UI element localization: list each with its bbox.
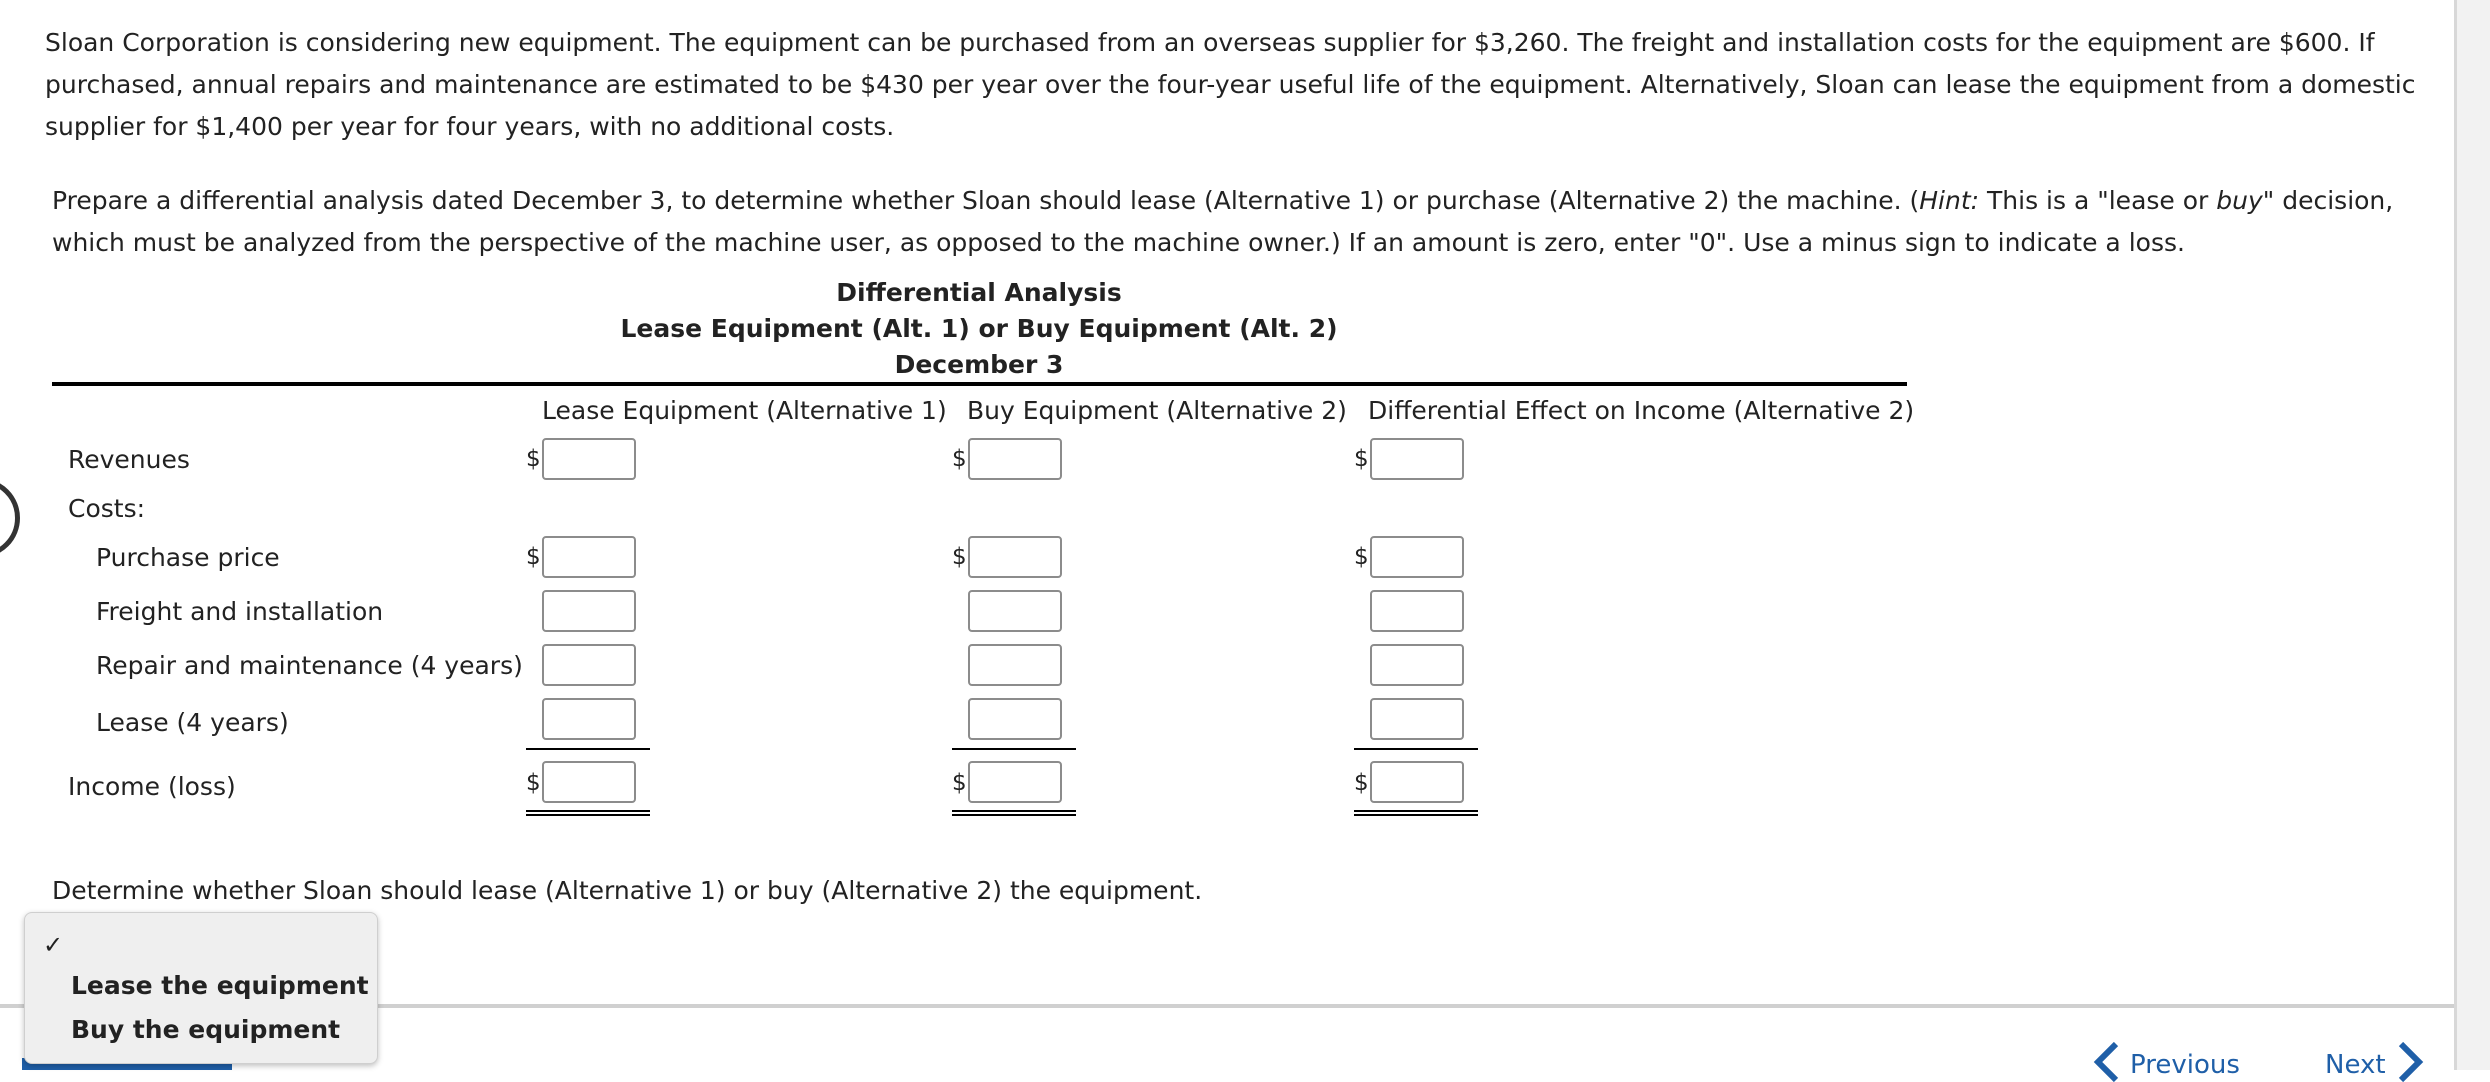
option-buy-equipment[interactable]: Buy the equipment: [71, 1015, 341, 1044]
income-lease-input[interactable]: [542, 761, 636, 803]
column-header-buy: Buy Equipment (Alternative 2): [967, 396, 1347, 425]
dollar-sign: $: [1354, 770, 1369, 796]
column-header-differential: Differential Effect on Income (Alternative 2): [1368, 396, 1915, 425]
problem-paragraph: Sloan Corporation is considering new equipment. The equipment can be purchased from an overseas supplier for $3,260. The freight and installation costs for the equipment are $600. If purchased, annual repairs and maintenance are estimated to be $430 per year over the four-year useful life of the equipment. Alternatively, Sloan can lease the equipment from a domestic supplier for $1,400 per year for four years, with no additional costs.: [45, 28, 2416, 141]
row-label-purchase-price: Purchase price: [96, 543, 280, 572]
subtotal-underline: [952, 748, 1076, 750]
previous-link[interactable]: Previous: [2130, 1050, 2240, 1080]
report-title: Differential Analysis: [836, 278, 1122, 307]
total-double-underline: [1354, 810, 1478, 816]
header-rule: [52, 382, 1907, 386]
instructions-paragraph: [52, 180, 2432, 264]
repair-buy-input[interactable]: [968, 644, 1062, 686]
total-double-underline: [526, 810, 650, 816]
subtotal-underline: [1354, 748, 1478, 750]
column-header-lease: Lease Equipment (Alternative 1): [542, 396, 947, 425]
row-label-freight: Freight and installation: [96, 597, 384, 626]
dollar-sign: $: [952, 770, 967, 796]
lease-differential-input[interactable]: [1370, 698, 1464, 740]
instructions-text-a: Prepare a differential analysis dated December 3, to determine whether Sloan should lease (Alternative 1) or purchase (Alternative 2) the machine. (: [52, 186, 1920, 215]
lease-lease-input[interactable]: [542, 698, 636, 740]
row-label-revenues: Revenues: [68, 445, 190, 474]
dollar-sign: $: [526, 770, 541, 796]
subtotal-underline: [526, 748, 650, 750]
purchase-price-buy-input[interactable]: [968, 536, 1062, 578]
dollar-sign: $: [526, 544, 541, 570]
decision-dropdown-menu[interactable]: [24, 912, 378, 1064]
next-link[interactable]: Next: [2325, 1050, 2386, 1080]
side-tab-circle-icon[interactable]: [0, 478, 20, 558]
revenues-differential-input[interactable]: [1370, 438, 1464, 480]
dollar-sign: $: [1354, 446, 1369, 472]
income-differential-input[interactable]: [1370, 761, 1464, 803]
dollar-sign: $: [1354, 544, 1369, 570]
row-label-income: Income (loss): [68, 772, 236, 801]
freight-lease-input[interactable]: [542, 590, 636, 632]
freight-differential-input[interactable]: [1370, 590, 1464, 632]
row-label-lease: Lease (4 years): [96, 708, 289, 737]
lease-buy-input[interactable]: [968, 698, 1062, 740]
report-date: December 3: [894, 350, 1064, 379]
row-label-costs: Costs:: [68, 494, 146, 523]
buy-word: buy: [2216, 186, 2263, 215]
chevron-left-icon[interactable]: [2092, 1042, 2122, 1082]
check-icon: ✓: [43, 931, 64, 959]
dollar-sign: $: [952, 446, 967, 472]
dollar-sign: $: [526, 446, 541, 472]
option-lease-equipment[interactable]: Lease the equipment: [71, 971, 369, 1000]
repair-differential-input[interactable]: [1370, 644, 1464, 686]
purchase-price-lease-input[interactable]: [542, 536, 636, 578]
instructions-text-c: " decision, which must be analyzed from the perspective of the machine user, as opposed to the machine owner.) If an amount is zero, enter "0". Use a minus sign to indicate a loss.: [52, 186, 2394, 257]
repair-lease-input[interactable]: [542, 644, 636, 686]
revenues-buy-input[interactable]: [968, 438, 1062, 480]
decision-prompt: Determine whether Sloan should lease (Alternative 1) or buy (Alternative 2) the equipment.: [52, 876, 1203, 905]
instructions-text-b: This is a "lease or: [1979, 186, 2217, 215]
chevron-right-icon[interactable]: [2395, 1042, 2425, 1082]
total-double-underline: [952, 810, 1076, 816]
hint-label: Hint:: [1919, 186, 1980, 215]
row-label-repair: Repair and maintenance (4 years): [96, 651, 523, 680]
freight-buy-input[interactable]: [968, 590, 1062, 632]
report-subtitle: Lease Equipment (Alt. 1) or Buy Equipment (Alt. 2): [620, 314, 1338, 343]
scrollbar[interactable]: [2454, 0, 2490, 1070]
income-buy-input[interactable]: [968, 761, 1062, 803]
revenues-lease-input[interactable]: [542, 438, 636, 480]
purchase-price-differential-input[interactable]: [1370, 536, 1464, 578]
dollar-sign: $: [952, 544, 967, 570]
